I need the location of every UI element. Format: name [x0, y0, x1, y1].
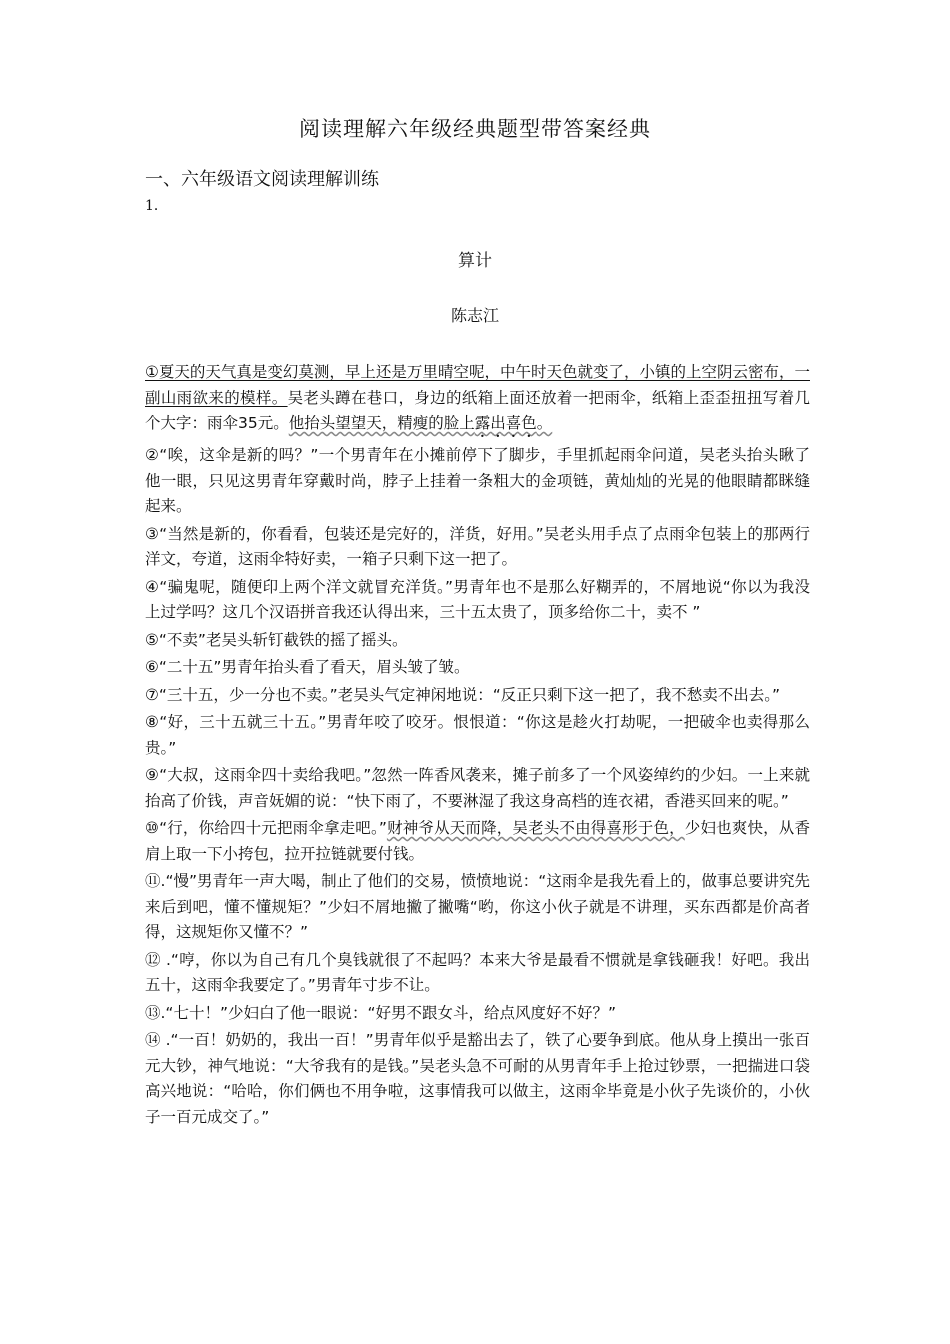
document-title: 阅读理解六年级经典题型带答案经典	[299, 117, 651, 141]
underlined-sentence: ①夏天的天气真是变幻莫测，早上还是万里晴空呢，中午时天色就变了，小镇的上空阴云密布，一副山雨欲来的模样。	[145, 363, 810, 407]
paragraph-text: 少妇也爽快，从香肩上取一下小挎包，拉开拉链就要付钱。	[145, 819, 810, 863]
paragraph-9: ⑨“大叔，这雨伞四十卖给我吧。”忽然一阵香风袭来，摊子前多了一个风姿绰约的少妇。一上来就抬高了价钱，声音妩媚的说：“快下雨了，不要淋湿了我这身高档的连衣裙，香港买回来的呢。”	[145, 766, 810, 810]
wavy-underlined-text: 他抬头望望天，精瘦的脸上	[288, 414, 475, 432]
section-heading: 一、六年级语文阅读理解训练	[145, 169, 379, 190]
paragraph-4: ④“骗鬼呢，随便印上两个洋文就冒充洋货。”男青年也不是那么好糊弄的，不屑地说“你以为我没上过学吗？这几个汉语拼音我还认得出来，三十五太贵了，顶多给你二十，卖不 ”	[145, 577, 810, 621]
paragraph-13: ⑬.“七十！”少妇白了他一眼说：“好男不跟女斗，给点风度好不好？”	[145, 1003, 617, 1022]
paragraph-3: ③“当然是新的，你看看，包装还是完好的，洋货，好用。”吴老头用手点了点雨伞包装上的那两行洋文，夸道，这雨伞特好卖，一箱子只剩下这一把了。	[145, 524, 810, 568]
paragraph-10	[145, 816, 810, 867]
paragraph-text: 吴老头蹲在巷口，身边的纸箱上面还放着一把雨伞，纸箱上歪歪扭扭写着几个大字：雨伞35元。	[145, 388, 810, 432]
wavy-underlined-text: 财神爷从天而降，吴老头不由得喜形于色，	[386, 819, 685, 837]
paragraph-8: ⑧“好，三十五就三十五。”男青年咬了咬牙。恨恨道：“你这是趁火打劫呢，一把破伞也卖得那么贵。”	[145, 713, 810, 757]
dotted-emphasis-text: 露出喜色	[474, 414, 537, 432]
wavy-underlined-text: 。	[536, 414, 553, 432]
paragraph-2: ②“唉，这伞是新的吗？”一个男青年在小摊前停下了脚步，手里抓起雨伞问道，吴老头抬头瞅了他一眼，只见这男青年穿戴时尚，脖子上挂着一条粗大的金项链，黄灿灿的光晃的他眼睛都眯缝起来。	[145, 446, 810, 515]
paragraph-1	[145, 360, 810, 441]
paragraph-7: ⑦“三十五，少一分也不卖。”老吴头气定神闲地说：“反正只剩下这一把了，我不愁卖不出去。”	[145, 685, 781, 704]
story-body	[145, 360, 810, 1132]
paragraph-5: ⑤“不卖”老吴头斩钉截铁的摇了摇头。	[145, 630, 408, 649]
paragraph-text: ⑩“行，你给四十元把雨伞拿走吧。”	[145, 819, 387, 837]
paragraph-11: ⑪.“慢”男青年一声大喝，制止了他们的交易，愤愤地说：“这雨伞是我先看上的，做事总要讲究先来后到吧，懂不懂规矩？”少妇不屑地撇了撇嘴“哟，你这小伙子就是不讲理，买东西都是价高者得，这规矩你又懂不？”	[145, 872, 810, 941]
story-author: 陈志江	[450, 306, 499, 325]
question-number: 1．	[145, 198, 168, 214]
paragraph-12: ⑫ .“哼，你以为自己有几个臭钱就很了不起吗？本来大爷是最看不惯就是拿钱砸我！好吧。我出五十，这雨伞我要定了。”男青年寸步不让。	[145, 950, 810, 994]
paragraph-6: ⑥“二十五”男青年抬头看了看天，眉头皱了皱。	[145, 658, 470, 676]
paragraph-14: ⑭ .“一百！奶奶的，我出一百！”男青年似乎是豁出去了，铁了心要争到底。他从身上摸出一张百元大钞，神气地说：“大爷我有的是钱。”吴老头急不可耐的从男青年手上抢过钞票，一把揣进口袋高兴地说：“哈哈，你们俩也不用争啦，这事情我可以做主，这雨伞毕竟是小伙子先谈价的，小伙子一百元成交了。”	[145, 1031, 810, 1126]
story-title: 算计	[458, 251, 492, 271]
